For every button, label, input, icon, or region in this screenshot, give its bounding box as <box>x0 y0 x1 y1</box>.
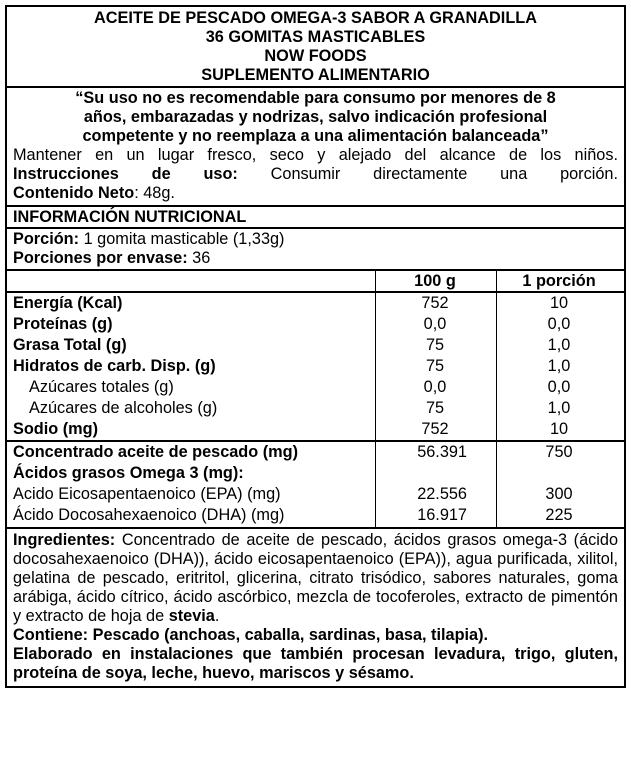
row-label: Ácidos grasos Omega 3 (mg): <box>13 464 244 482</box>
value-100g: 0,0 <box>423 378 447 396</box>
row-label: Ácido Docosahexaenoico (DHA) (mg) <box>13 506 285 524</box>
row-label: Energía (Kcal) <box>13 294 123 312</box>
value-100g: 0,0 <box>423 315 447 333</box>
nutrition-label <box>5 5 626 688</box>
row-label: Hidratos de carb. Disp. (g) <box>13 357 216 375</box>
table-row <box>7 463 624 484</box>
row-label: Proteínas (g) <box>13 315 113 333</box>
value-100g: 56.391 <box>417 443 467 461</box>
storage-text: Mantener en un lugar fresco, seco y alejado del alcance de los niños. <box>13 146 618 164</box>
value-100g: 752 <box>421 294 449 312</box>
table-row <box>7 398 624 419</box>
row-label: Concentrado aceite de pescado (mg) <box>13 443 298 461</box>
ingredients-label: Ingredientes: <box>13 531 116 549</box>
value-portion: 225 <box>545 506 573 524</box>
portion <box>13 230 618 249</box>
value-portion: 0,0 <box>547 315 571 333</box>
instructions-text: Consumir directamente una porción. <box>237 165 618 183</box>
column-portion: 1 porción <box>522 272 596 290</box>
table-row <box>7 293 624 314</box>
title-line: 36 GOMITAS MASTICABLES <box>205 28 426 46</box>
ingredients-list: Concentrado de aceite de pescado, ácidos grasos omega-3 (ácido docosahexaenoico (DHA)), ácido eicosapentaenoico (EPA)), agua purificada, xilitol, gelatina de pescado, eritritol, glicerina, citrato trisódico, sabores naturales, goma arábiga, ácido cítrico, ácido ascórbico, mezcla de tocoferoles, extracto de pimentón y extracto de hoja de <box>13 531 618 625</box>
value-portion: 750 <box>545 443 573 461</box>
net-content-text: : 48g. <box>134 184 175 202</box>
row-label: Azúcares de alcoholes (g) <box>29 399 218 417</box>
warning-section <box>7 88 624 207</box>
value-100g: 75 <box>425 357 445 375</box>
nutrition-table <box>7 271 624 529</box>
stevia-text: stevia <box>168 607 215 625</box>
warning-line: “Su uso no es recomendable para consumo por menores de 8 <box>75 89 556 107</box>
table-row <box>7 314 624 335</box>
net-content <box>13 184 618 203</box>
ingredients-end: . <box>214 607 220 625</box>
table-row <box>7 335 624 356</box>
net-content-label: Contenido Neto <box>13 184 135 202</box>
table-row <box>7 505 624 527</box>
row-label: Azúcares totales (g) <box>29 378 174 396</box>
value-100g: 22.556 <box>417 485 467 503</box>
title-line: NOW FOODS <box>264 47 367 65</box>
portion-label: Porción: <box>13 230 80 248</box>
servings-label: Porciones por envase: <box>13 249 188 267</box>
ingredients-section <box>7 529 624 686</box>
product-title <box>7 7 624 88</box>
row-label: Sodio (mg) <box>13 420 99 438</box>
ingredients-text <box>13 531 618 626</box>
contains-text <box>13 626 618 645</box>
value-100g: 75 <box>425 399 445 417</box>
table-row <box>7 419 624 440</box>
value-portion: 1,0 <box>547 399 571 417</box>
value-portion: 10 <box>549 294 569 312</box>
nutrition-heading: INFORMACIÓN NUTRICIONAL <box>7 207 624 229</box>
value-portion: 1,0 <box>547 336 571 354</box>
contains-label: Contiene: <box>13 626 89 644</box>
servings <box>13 249 618 268</box>
table-row <box>7 484 624 505</box>
value-100g: 75 <box>425 336 445 354</box>
value-portion: 1,0 <box>547 357 571 375</box>
value-portion: 300 <box>545 485 573 503</box>
value-portion: 0,0 <box>547 378 571 396</box>
table-row <box>7 442 624 463</box>
contains-list: Pescado (anchoas, caballa, sardinas, basa, tilapia). <box>88 626 489 644</box>
row-label: Grasa Total (g) <box>13 336 127 354</box>
facility-text: Elaborado en instalaciones que también procesan levadura, trigo, gluten, proteína de soya, leche, huevo, mariscos y sésamo. <box>13 645 618 682</box>
value-100g: 752 <box>421 420 449 438</box>
instructions-label: Instrucciones de uso: <box>13 165 238 183</box>
servings-text: 36 <box>187 249 211 267</box>
value-portion: 10 <box>549 420 569 438</box>
warning-text <box>13 89 618 146</box>
row-label: Acido Eicosapentaenoico (EPA) (mg) <box>13 485 281 503</box>
title-line: ACEITE DE PESCADO OMEGA-3 SABOR A GRANADILLA <box>94 9 537 27</box>
value-100g: 16.917 <box>417 506 467 524</box>
title-line: SUPLEMENTO ALIMENTARIO <box>201 66 430 84</box>
warning-line: años, embarazadas y nodrizas, salvo indicación profesional <box>83 108 548 126</box>
instructions <box>13 165 618 184</box>
portion-text: 1 gomita masticable (1,33g) <box>79 230 285 248</box>
column-100g: 100 g <box>414 272 456 290</box>
table-row <box>7 377 624 398</box>
table-header-row <box>7 271 624 291</box>
serving-info <box>7 229 624 271</box>
warning-line: competente y no reemplaza a una alimentación balanceada” <box>82 127 549 145</box>
table-row <box>7 356 624 377</box>
